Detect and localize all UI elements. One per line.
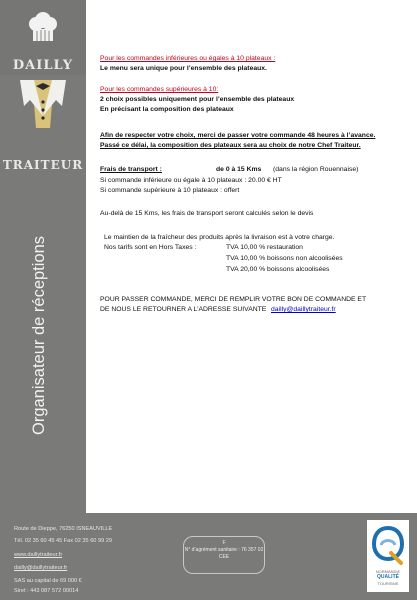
section2-line1: 2 choix possibles uniquement pour l’ensemble des plateaux	[100, 96, 295, 103]
quality-line2: QUALITÉ	[377, 574, 399, 580]
section1-title: Pour les commandes inférieures ou égales à 10 plateaux :	[100, 55, 276, 62]
quality-line3: TOURISME	[377, 581, 399, 586]
quality-line1: NORMANDIE	[375, 569, 401, 574]
quality-label-logo	[367, 520, 409, 592]
approval-cee: CEE	[218, 553, 230, 560]
footer-website-link[interactable]: www.daillytraiteur.fr	[14, 552, 63, 558]
beyond-15km: Au-delà de 15 Kms, les frais de transport seront calculés selon le devis	[100, 210, 314, 217]
transport-label: Frais de transport :	[100, 166, 162, 173]
footer-capital: SAS au capital de 69 000 €	[14, 578, 82, 584]
approval-country: F	[222, 540, 226, 546]
quality-q-icon	[371, 525, 405, 565]
section2-line2: En précisant la composition des plateaux	[100, 106, 234, 113]
order-notice-line2: Passé ce délai, la composition des plateaux sera au choix de notre Chef Traiteur.	[100, 142, 361, 149]
sanitary-approval-badge	[183, 536, 265, 574]
order-cta-line1: POUR PASSER COMMANDE, MERCI DE REMPLIR VOTRE BON DE COMMANDE ET	[100, 296, 367, 303]
transport-line3: Si commande supérieure à 10 plateaux : offert	[100, 187, 240, 194]
tva-alcoholic: TVA 20,00 % boissons alcoolisées	[226, 266, 330, 273]
section2-title: Pour les commandes supérieures à 10:	[100, 86, 219, 93]
brand-name-top: DAILLY	[12, 58, 74, 73]
approval-number: N° d’agrément sanitaire : 76 357 02	[184, 546, 264, 553]
transport-region: (dans la région Rouennaise)	[273, 166, 359, 173]
freshness-note: Le maintien de la fraîcheur des produits après la livraison est à votre charge.	[104, 234, 335, 241]
tva-non-alcoholic: TVA 10,00 % boissons non alcoolisées	[226, 255, 343, 262]
footer-siret: Siret : 443 087 572 00014	[14, 588, 79, 594]
order-cta-line2: DE NOUS LE RETOURNER A L’ADRESSE SUIVANTE	[100, 306, 267, 313]
footer-email-link[interactable]: dailly@daillytraiteur.fr	[14, 565, 68, 571]
chef-hat-icon	[24, 10, 62, 44]
brand-name-bottom: TRAITEUR	[2, 158, 84, 172]
tva-restauration: TVA 10,00 % restauration	[226, 244, 303, 251]
section1-text: Le menu sera unique pour l’ensemble des plateaux.	[100, 65, 267, 72]
tariffs-label: Nos tarifs sont en Hors Taxes :	[104, 244, 197, 251]
order-notice-line1: Afin de respecter votre choix, merci de passer votre commande 48 heures à l’avance.	[100, 132, 376, 139]
transport-range: de 0 à 15 Kms	[216, 166, 262, 173]
footer-phone: Tél. 02 35 60 45 45 Fax 02 35 60 99 29	[14, 538, 112, 544]
vertical-tagline: Organisateur de réceptions	[30, 235, 48, 435]
footer-address: Route de Dieppe, 76250 ISNEAUVILLE	[14, 526, 113, 532]
order-email-link[interactable]: dailly@daillytraiteur.fr	[271, 306, 336, 313]
transport-line2: Si commande inférieure ou égale à 10 plateaux : 20.00 € HT	[100, 177, 282, 184]
chef-jacket-illustration	[14, 80, 72, 152]
sidebar	[0, 0, 86, 600]
